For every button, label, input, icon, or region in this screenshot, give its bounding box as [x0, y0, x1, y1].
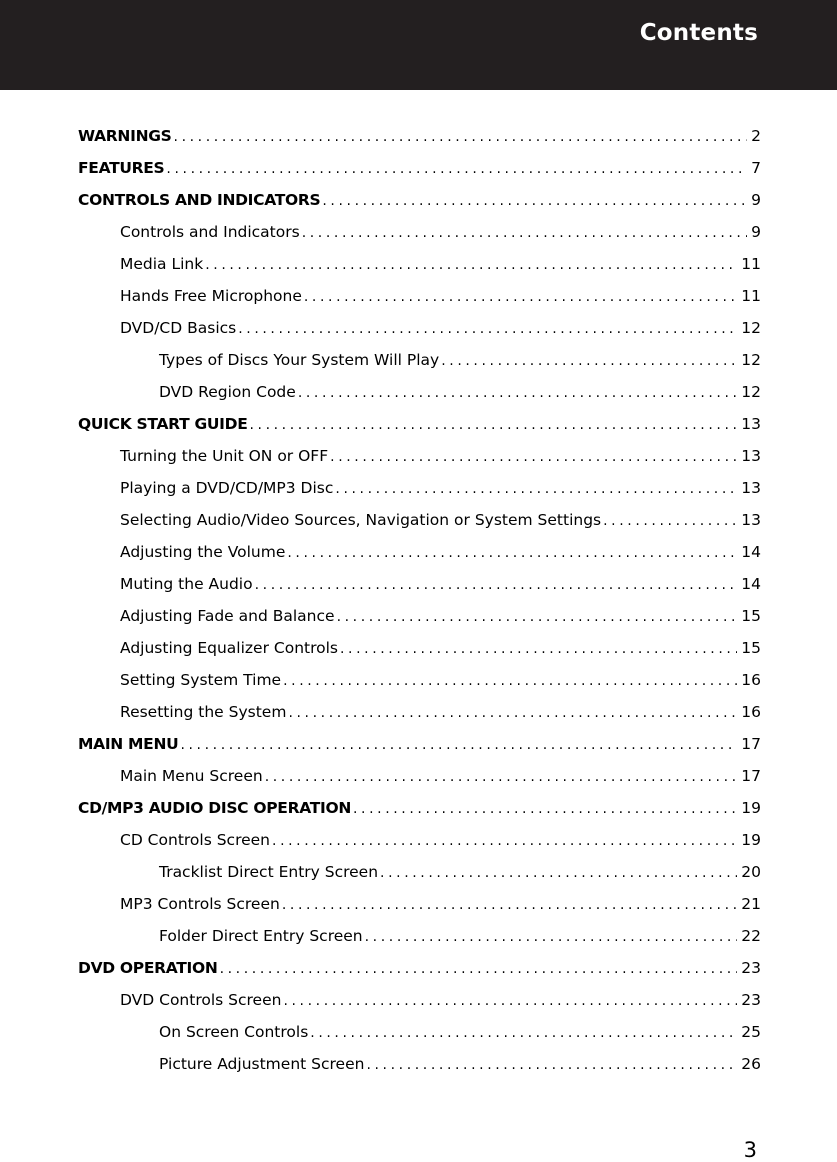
toc-entry-page: 15	[741, 607, 761, 625]
toc-entry-page: 12	[741, 319, 761, 337]
table-of-contents	[78, 120, 761, 1080]
toc-entry-title: Media Link	[120, 255, 204, 273]
toc-entry[interactable]	[78, 856, 761, 888]
toc-dot-leader	[255, 569, 738, 600]
toc-dot-leader	[335, 473, 737, 504]
toc-entry-title: Picture Adjustment Screen	[159, 1055, 365, 1073]
toc-dot-leader	[287, 537, 737, 568]
toc-entry-page: 23	[741, 991, 761, 1009]
toc-entry-page: 9	[751, 191, 761, 209]
toc-entry-title: Setting System Time	[120, 671, 282, 689]
page-number: 3	[743, 1138, 757, 1162]
toc-entry[interactable]	[78, 568, 761, 600]
toc-dot-leader	[337, 601, 738, 632]
toc-entry[interactable]	[78, 376, 761, 408]
toc-entry[interactable]	[78, 408, 761, 440]
toc-entry-title: DVD Controls Screen	[120, 991, 282, 1009]
toc-dot-leader	[282, 889, 737, 920]
toc-entry-title: Playing a DVD/CD/MP3 Disc	[120, 479, 334, 497]
toc-entry[interactable]	[78, 984, 761, 1016]
toc-entry[interactable]	[78, 632, 761, 664]
toc-entry[interactable]	[78, 184, 761, 216]
toc-entry-title: MP3 Controls Screen	[120, 895, 280, 913]
toc-dot-leader	[366, 1049, 737, 1080]
toc-entry-page: 13	[741, 447, 761, 465]
toc-entry-title: Tracklist Direct Entry Screen	[159, 863, 379, 881]
toc-entry[interactable]	[78, 792, 761, 824]
toc-dot-leader	[220, 953, 738, 984]
toc-entry-title: Muting the Audio	[120, 575, 253, 593]
toc-dot-leader	[272, 825, 737, 856]
toc-entry-title: Controls and Indicators	[120, 223, 300, 241]
toc-entry-page: 13	[741, 511, 761, 529]
toc-entry-page: 16	[741, 671, 761, 689]
toc-dot-leader	[238, 313, 737, 344]
toc-entry[interactable]	[78, 952, 761, 984]
toc-entry-page: 17	[741, 735, 761, 753]
toc-entry-page: 11	[741, 287, 761, 305]
toc-entry-page: 16	[741, 703, 761, 721]
toc-dot-leader	[340, 633, 737, 664]
toc-entry-page: 14	[741, 575, 761, 593]
toc-dot-leader	[283, 665, 737, 696]
toc-dot-leader	[283, 985, 737, 1016]
toc-dot-leader	[441, 345, 737, 376]
toc-entry-title: Main Menu Screen	[120, 767, 263, 785]
toc-entry[interactable]	[78, 248, 761, 280]
toc-entry[interactable]	[78, 216, 761, 248]
toc-dot-leader	[265, 761, 738, 792]
toc-entry-page: 21	[741, 895, 761, 913]
toc-entry-page: 17	[741, 767, 761, 785]
toc-entry-title: WARNINGS	[78, 127, 172, 145]
toc-entry-page: 15	[741, 639, 761, 657]
toc-dot-leader	[322, 185, 747, 216]
toc-entry-title: Folder Direct Entry Screen	[159, 927, 363, 945]
toc-entry[interactable]	[78, 760, 761, 792]
toc-entry-page: 13	[741, 415, 761, 433]
toc-entry-title: CONTROLS AND INDICATORS	[78, 191, 321, 209]
toc-entry[interactable]	[78, 344, 761, 376]
toc-dot-leader	[310, 1017, 737, 1048]
toc-entry-title: Turning the Unit ON or OFF	[120, 447, 329, 465]
toc-dot-leader	[174, 121, 748, 152]
toc-entry-title: On Screen Controls	[159, 1023, 309, 1041]
toc-dot-leader	[304, 281, 737, 312]
toc-entry-title: QUICK START GUIDE	[78, 415, 248, 433]
toc-entry[interactable]	[78, 600, 761, 632]
toc-entry[interactable]	[78, 504, 761, 536]
toc-entry-page: 7	[751, 159, 761, 177]
toc-entry[interactable]	[78, 664, 761, 696]
toc-entry-page: 23	[741, 959, 761, 977]
toc-entry-title: Hands Free Microphone	[120, 287, 302, 305]
toc-entry-title: FEATURES	[78, 159, 165, 177]
toc-entry-page: 9	[751, 223, 761, 241]
toc-entry-page: 11	[741, 255, 761, 273]
toc-entry-title: Selecting Audio/Video Sources, Navigation or System Settings	[120, 511, 602, 529]
toc-entry[interactable]	[78, 120, 761, 152]
toc-entry-page: 14	[741, 543, 761, 561]
toc-entry-title: Types of Discs Your System Will Play	[159, 351, 440, 369]
toc-entry[interactable]	[78, 728, 761, 760]
toc-entry-title: Resetting the System	[120, 703, 287, 721]
toc-entry[interactable]	[78, 920, 761, 952]
toc-entry[interactable]	[78, 152, 761, 184]
header-band	[0, 0, 837, 90]
toc-entry-page: 20	[741, 863, 761, 881]
toc-entry-title: CD/MP3 AUDIO DISC OPERATION	[78, 799, 351, 817]
toc-entry-title: CD Controls Screen	[120, 831, 271, 849]
toc-dot-leader	[380, 857, 737, 888]
toc-entry-title: MAIN MENU	[78, 735, 179, 753]
toc-entry[interactable]	[78, 1016, 761, 1048]
toc-entry[interactable]	[78, 472, 761, 504]
toc-entry-page: 12	[741, 351, 761, 369]
toc-entry[interactable]	[78, 696, 761, 728]
toc-entry[interactable]	[78, 312, 761, 344]
toc-entry-title: Adjusting the Volume	[120, 543, 286, 561]
toc-dot-leader	[603, 505, 737, 536]
toc-dot-leader	[330, 441, 737, 472]
toc-entry-page: 26	[741, 1055, 761, 1073]
toc-entry-page: 2	[751, 127, 761, 145]
toc-entry[interactable]	[78, 1048, 761, 1080]
toc-entry-page: 13	[741, 479, 761, 497]
toc-dot-leader	[288, 697, 737, 728]
toc-entry-page: 19	[741, 831, 761, 849]
page-title: Contents	[639, 20, 758, 46]
toc-entry[interactable]	[78, 440, 761, 472]
toc-entry-title: DVD OPERATION	[78, 959, 218, 977]
toc-dot-leader	[353, 793, 737, 824]
toc-entry[interactable]	[78, 888, 761, 920]
toc-entry-title: Adjusting Equalizer Controls	[120, 639, 338, 657]
toc-dot-leader	[180, 729, 737, 760]
toc-entry-title: DVD Region Code	[159, 383, 296, 401]
toc-dot-leader	[166, 153, 747, 184]
toc-dot-leader	[298, 377, 737, 408]
toc-entry[interactable]	[78, 536, 761, 568]
toc-entry-title: DVD/CD Basics	[120, 319, 237, 337]
toc-entry-page: 25	[741, 1023, 761, 1041]
toc-entry-page: 22	[741, 927, 761, 945]
toc-dot-leader	[205, 249, 737, 280]
toc-entry[interactable]	[78, 280, 761, 312]
toc-entry-title: Adjusting Fade and Balance	[120, 607, 335, 625]
toc-dot-leader	[365, 921, 738, 952]
toc-dot-leader	[249, 409, 737, 440]
toc-entry[interactable]	[78, 824, 761, 856]
toc-entry-page: 19	[741, 799, 761, 817]
toc-entry-page: 12	[741, 383, 761, 401]
toc-dot-leader	[302, 217, 747, 248]
